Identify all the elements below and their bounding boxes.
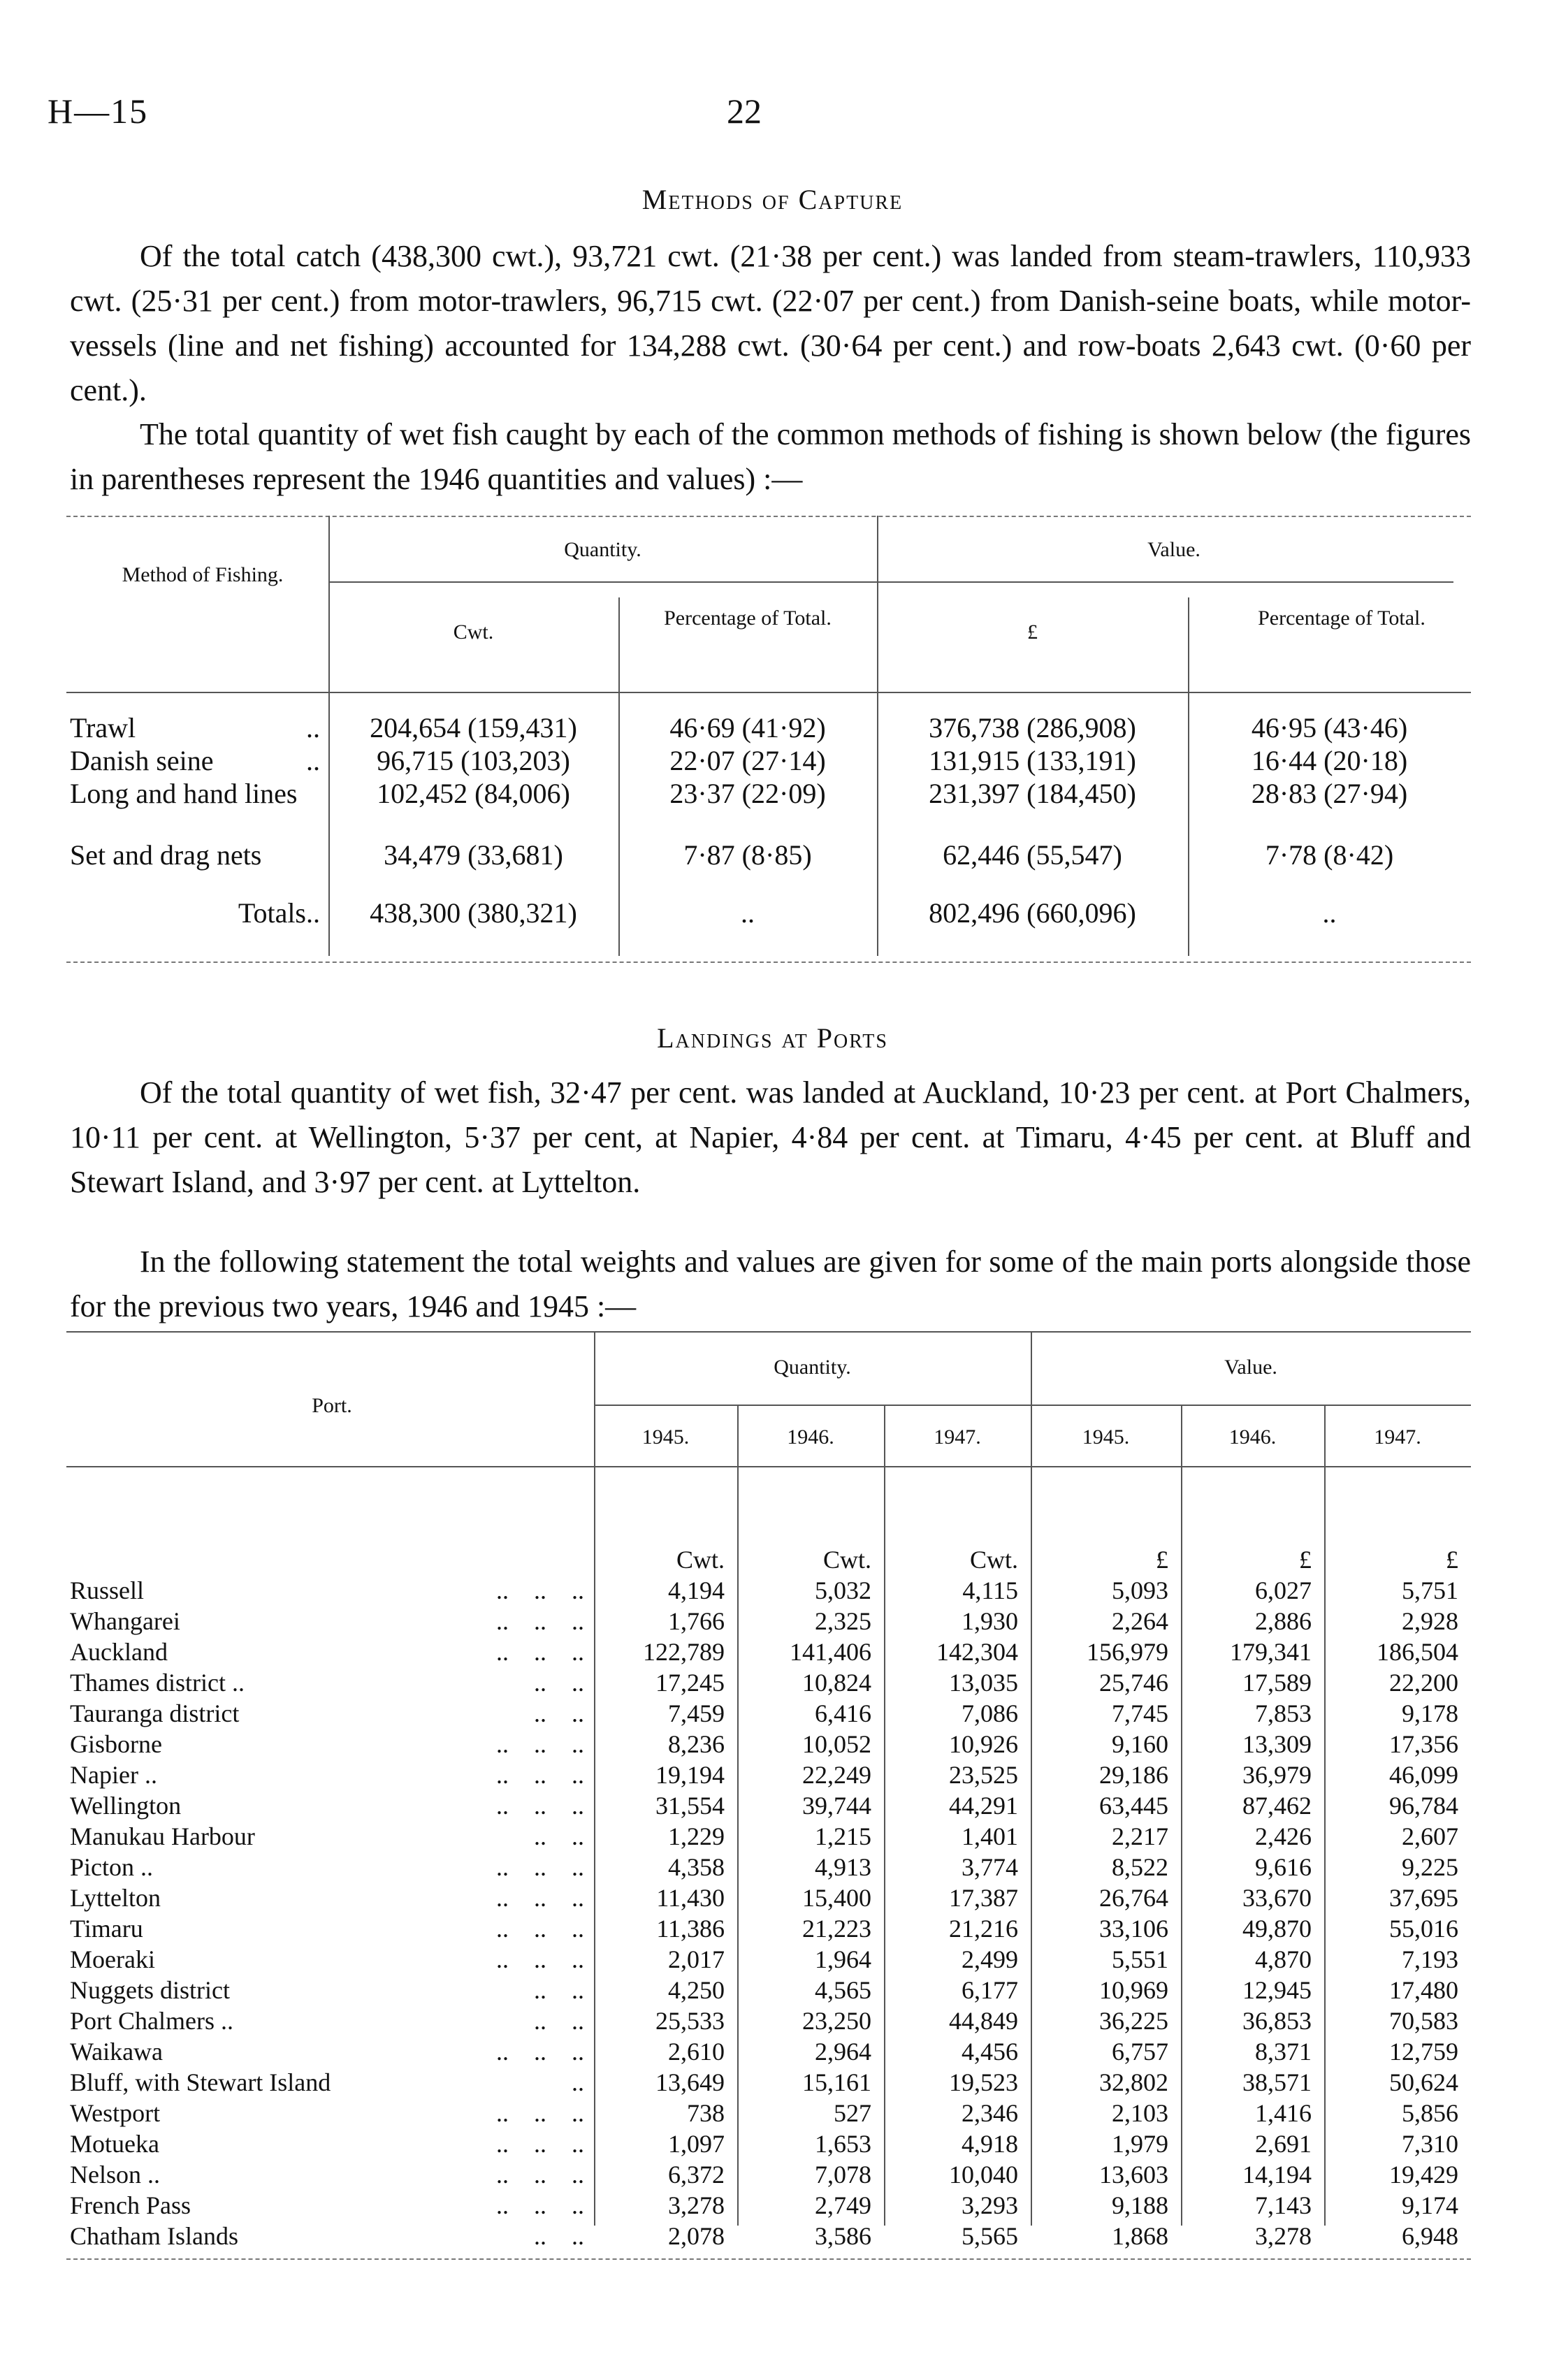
paragraph-statement-intro (70, 1240, 1471, 1329)
value-cell: 376,738 (286,908) (929, 712, 1136, 743)
table-row (70, 1729, 1471, 1759)
table-row (70, 1852, 1471, 1882)
table2-header-value: Value. (1224, 1356, 1277, 1379)
table-row (70, 2036, 1471, 2067)
value-pct-cell: 16·44 (20·18) (1251, 745, 1408, 776)
table-row-units (70, 1544, 1471, 1575)
pct-cell: .. (741, 897, 755, 929)
port-name: Motueka (70, 2130, 159, 2158)
quantity-cell: 4,918 (962, 2130, 1018, 2158)
quantity-cell: 2,346 (962, 2099, 1018, 2127)
cwt-cell: 204,654 (159,431) (370, 712, 577, 743)
value-cell: 2,928 (1402, 1607, 1458, 1635)
quantity-cell: 10,040 (949, 2161, 1018, 2189)
quantity-cell: 13,649 (655, 2068, 725, 2096)
port-name: Chatham Islands (70, 2222, 238, 2250)
table2-bottom-rule (66, 2258, 1471, 2260)
quantity-cell: 7,086 (962, 1699, 1018, 1727)
page-number: 22 (727, 92, 762, 131)
unit-cell: £ (1299, 1546, 1312, 1574)
table1-header-value: Value. (1147, 538, 1201, 561)
table-row (70, 744, 1471, 777)
value-cell: 7,143 (1255, 2191, 1312, 2219)
port-cell (70, 1975, 594, 2005)
method-cell: Set and drag nets (70, 839, 262, 871)
leader-dots: .. .. .. (496, 1792, 584, 1820)
paragraph-text: Of the total catch (438,300 cwt.), 93,721 cwt. (21·38 per cent.) was landed from steam-trawlers, 110,933 cwt. (25·31 per cent.) from motor-trawlers, 96,715 cwt. (22·07 per cent.) from Danish-seine boats, while motor-vessels (line and net fishing) accounted for 134,288 cwt. (30·64 per cent.) and row-boats 2,643 cwt. (0·60 per cent.). (70, 239, 1471, 407)
leader-dots: .. .. .. (496, 2099, 584, 2127)
port-cell (70, 1852, 594, 1882)
table-row (70, 1790, 1471, 1821)
value-cell: 36,853 (1242, 2007, 1312, 2035)
leader-dots: .. .. .. (496, 1730, 584, 1758)
quantity-cell: 2,325 (815, 1607, 871, 1635)
table-row (70, 1667, 1471, 1698)
value-cell: 2,426 (1255, 1822, 1312, 1850)
value-cell: 70,583 (1389, 2007, 1458, 2035)
port-name: Nuggets district (70, 1976, 230, 2004)
value-cell: 2,691 (1255, 2130, 1312, 2158)
quantity-cell: 4,913 (815, 1853, 871, 1881)
value-cell: 25,746 (1099, 1669, 1168, 1697)
table-row (70, 711, 1471, 744)
port-name: Tauranga district (70, 1699, 240, 1727)
port-name: Russell (70, 1576, 145, 1604)
quantity-cell: 142,304 (936, 1638, 1018, 1666)
cwt-cell: 102,452 (84,006) (377, 778, 570, 809)
port-cell (70, 1913, 594, 1944)
table-row (70, 1575, 1471, 1606)
value-cell: 10,969 (1099, 1976, 1168, 2004)
leader-dots: .. .. .. (496, 1607, 584, 1635)
table1-header-rule (66, 692, 1471, 693)
value-cell: 231,397 (184,450) (929, 778, 1136, 809)
quantity-cell: 44,849 (949, 2007, 1018, 2035)
port-cell (70, 2005, 594, 2036)
table1-header-percentage: Percentage of Total. (664, 607, 832, 630)
quantity-cell: 3,586 (815, 2222, 871, 2250)
leader-dots: .. .. (534, 2007, 584, 2035)
method-cell: Danish seine .. (70, 745, 320, 776)
quantity-cell: 4,115 (962, 1576, 1018, 1604)
quantity-cell: 10,052 (802, 1730, 871, 1758)
value-cell: 38,571 (1242, 2068, 1312, 2096)
value-cell: 46,099 (1389, 1761, 1458, 1789)
quantity-cell: 2,017 (668, 1945, 725, 1973)
method-cell: Trawl .. (70, 712, 320, 743)
table2-header-year: 1947. (1374, 1425, 1421, 1449)
value-cell: 186,504 (1377, 1638, 1458, 1666)
value-cell: 6,948 (1402, 2222, 1458, 2250)
table2-header-year: 1946. (787, 1425, 834, 1449)
table2-group-rule (594, 1405, 1471, 1406)
table2-header-port: Port. (312, 1394, 352, 1417)
value-cell: 33,670 (1242, 1884, 1312, 1912)
quantity-cell: 10,926 (949, 1730, 1018, 1758)
value-cell: 7,310 (1402, 2130, 1458, 2158)
table1-header-quantity: Quantity. (564, 538, 641, 561)
units-spacer (70, 1544, 594, 1575)
port-cell (70, 2067, 594, 2098)
value-pct-cell: 7·78 (8·42) (1265, 839, 1394, 871)
value-cell: 33,106 (1099, 1915, 1168, 1943)
table1-header-method: Method of Fishing. (122, 563, 284, 586)
leader-dots: .. .. .. (496, 1853, 584, 1881)
quantity-cell: 5,565 (962, 2222, 1018, 2250)
port-name: Port Chalmers .. (70, 2007, 233, 2035)
unit-cell: Cwt. (676, 1546, 725, 1574)
value-cell: 6,757 (1112, 2038, 1168, 2066)
quantity-cell: 2,610 (668, 2038, 725, 2066)
port-name: Picton .. (70, 1853, 154, 1881)
port-name: Westport (70, 2099, 161, 2127)
port-name: Lyttelton (70, 1884, 161, 1912)
table-row (70, 2067, 1471, 2098)
table-methods-of-fishing (70, 711, 1471, 929)
port-cell (70, 1698, 594, 1729)
unit-cell: Cwt. (822, 1546, 871, 1574)
table-row (70, 2159, 1471, 2190)
cwt-cell: 96,715 (103,203) (377, 745, 570, 776)
port-cell (70, 2128, 594, 2159)
quantity-cell: 1,215 (815, 1822, 871, 1850)
quantity-cell: 3,293 (962, 2191, 1018, 2219)
quantity-cell: 738 (687, 2099, 725, 2127)
leader-dots: .. (572, 2068, 584, 2096)
paragraph-total-catch (70, 234, 1471, 413)
value-cell: 87,462 (1242, 1792, 1312, 1820)
pct-cell: 7·87 (8·85) (683, 839, 812, 871)
table-row (70, 1698, 1471, 1729)
table2-header-rule (66, 1466, 1471, 1467)
port-cell (70, 1637, 594, 1667)
quantity-cell: 141,406 (790, 1638, 871, 1666)
value-cell: 1,868 (1112, 2222, 1168, 2250)
quantity-cell: 7,078 (815, 2161, 871, 2189)
value-pct-cell: .. (1322, 897, 1337, 929)
value-cell: 26,764 (1099, 1884, 1168, 1912)
value-cell: 1,979 (1112, 2130, 1168, 2158)
port-name: Gisborne (70, 1730, 162, 1758)
port-cell (70, 1575, 594, 1606)
cwt-cell: 34,479 (33,681) (384, 839, 563, 871)
quantity-cell: 2,078 (668, 2222, 725, 2250)
leader-dots: .. .. .. (496, 1576, 584, 1604)
quantity-cell: 122,789 (643, 1638, 725, 1666)
table-row (70, 2190, 1471, 2221)
quantity-cell: 11,386 (656, 1915, 725, 1943)
table-row (70, 1759, 1471, 1790)
value-cell: 7,745 (1112, 1699, 1168, 1727)
method-cell: Long and hand lines (70, 778, 298, 809)
leader-dots: .. .. .. (496, 2191, 584, 2219)
quantity-cell: 4,194 (668, 1576, 725, 1604)
leader-dots: .. .. .. (496, 1915, 584, 1943)
value-cell: 2,103 (1112, 2099, 1168, 2127)
table-row (70, 777, 1471, 839)
port-name: Thames district .. (70, 1669, 245, 1697)
leader-dots: .. .. (534, 1669, 584, 1697)
paragraph-quantity-intro (70, 412, 1471, 502)
quantity-cell: 31,554 (655, 1792, 725, 1820)
leader-dots: .. .. .. (496, 1638, 584, 1666)
quantity-cell: 21,223 (802, 1915, 871, 1943)
table1-group-rule (328, 581, 1453, 583)
quantity-cell: 25,533 (655, 2007, 725, 2035)
quantity-cell: 1,401 (962, 1822, 1018, 1850)
quantity-cell: 4,565 (815, 1976, 871, 2004)
port-cell (70, 2098, 594, 2128)
value-cell: 22,200 (1389, 1669, 1458, 1697)
value-cell: 156,979 (1087, 1638, 1168, 1666)
port-name: French Pass (70, 2191, 191, 2219)
port-cell (70, 1882, 594, 1913)
port-cell (70, 2036, 594, 2067)
port-cell (70, 1821, 594, 1852)
quantity-cell: 3,774 (962, 1853, 1018, 1881)
value-cell: 17,480 (1389, 1976, 1458, 2004)
value-cell: 17,589 (1242, 1669, 1312, 1697)
leader-dots: .. .. .. (496, 1945, 584, 1973)
value-pct-cell: 28·83 (27·94) (1251, 778, 1408, 809)
table-row (70, 1882, 1471, 1913)
quantity-cell: 23,525 (949, 1761, 1018, 1789)
port-cell (70, 2221, 594, 2251)
table-row (70, 1821, 1471, 1852)
table2-body (70, 1544, 1471, 2251)
value-cell: 29,186 (1099, 1761, 1168, 1789)
unit-cell: Cwt. (969, 1546, 1018, 1574)
quantity-cell: 10,824 (802, 1669, 871, 1697)
port-cell (70, 1729, 594, 1759)
value-cell: 9,616 (1255, 1853, 1312, 1881)
value-cell: 2,264 (1112, 1607, 1168, 1635)
pct-cell: 46·69 (41·92) (669, 712, 826, 743)
quantity-cell: 1,097 (668, 2130, 725, 2158)
table-row (70, 839, 1471, 871)
leader-dots: .. .. (534, 2222, 584, 2250)
table2-top-rule (66, 1331, 1471, 1333)
table-row (70, 1606, 1471, 1637)
port-cell (70, 1790, 594, 1821)
quantity-cell: 1,653 (815, 2130, 871, 2158)
quantity-cell: 2,964 (815, 2038, 871, 2066)
quantity-cell: 15,161 (802, 2068, 871, 2096)
value-cell: 13,309 (1242, 1730, 1312, 1758)
value-cell: 3,278 (1255, 2222, 1312, 2250)
pct-cell: 22·07 (27·14) (669, 745, 826, 776)
value-cell: 8,371 (1255, 2038, 1312, 2066)
totals-label: Totals.. (238, 897, 320, 929)
value-pct-cell: 46·95 (43·46) (1251, 712, 1408, 743)
value-cell: 49,870 (1242, 1915, 1312, 1943)
value-cell: 4,870 (1255, 1945, 1312, 1973)
value-cell: 32,802 (1099, 2068, 1168, 2096)
paragraph-text: In the following statement the total weights and values are given for some of the main ports alongside those for the previous two years, 1946 and 1945 :— (70, 1245, 1471, 1323)
quantity-cell: 17,245 (655, 1669, 725, 1697)
port-name: Whangarei (70, 1607, 180, 1635)
leader-dots: .. .. (534, 1976, 584, 2004)
table-row (70, 2128, 1471, 2159)
table2-header-quantity: Quantity. (774, 1356, 851, 1379)
leader-dots: .. .. (534, 1822, 584, 1850)
port-name: Nelson .. (70, 2161, 160, 2189)
cwt-cell: 438,300 (380,321) (370, 897, 577, 929)
table2-header-year: 1945. (1082, 1425, 1130, 1449)
quantity-cell: 2,499 (962, 1945, 1018, 1973)
value-cell: 36,979 (1242, 1761, 1312, 1789)
port-name: Manukau Harbour (70, 1822, 255, 1850)
quantity-cell: 2,749 (815, 2191, 871, 2219)
section-heading-landings-at-ports: Landings at Ports (657, 1022, 888, 1054)
value-cell: 14,194 (1242, 2161, 1312, 2189)
pct-cell: 23·37 (22·09) (669, 778, 826, 809)
quantity-cell: 11,430 (656, 1884, 725, 1912)
quantity-cell: 527 (834, 2099, 871, 2127)
table1-header-value-percentage: Percentage of Total. (1258, 607, 1426, 630)
port-cell (70, 1667, 594, 1698)
quantity-cell: 19,194 (655, 1761, 725, 1789)
value-cell: 63,445 (1099, 1792, 1168, 1820)
value-cell: 9,174 (1402, 2191, 1458, 2219)
port-cell (70, 1759, 594, 1790)
quantity-cell: 15,400 (802, 1884, 871, 1912)
table-row (70, 1975, 1471, 2005)
value-cell: 9,160 (1112, 1730, 1168, 1758)
leader-dots: .. .. .. (496, 2161, 584, 2189)
quantity-cell: 6,372 (668, 2161, 725, 2189)
value-cell: 50,624 (1389, 2068, 1458, 2096)
quantity-cell: 22,249 (802, 1761, 871, 1789)
value-cell: 5,751 (1402, 1576, 1458, 1604)
port-cell (70, 1606, 594, 1637)
value-cell: 2,217 (1112, 1822, 1168, 1850)
unit-cell: £ (1156, 1546, 1168, 1574)
value-cell: 5,856 (1402, 2099, 1458, 2127)
value-cell: 9,225 (1402, 1853, 1458, 1881)
table2-header-year: 1945. (641, 1425, 690, 1449)
table2-header-year: 1947. (934, 1425, 981, 1449)
port-cell (70, 2159, 594, 2190)
value-cell: 6,027 (1255, 1576, 1312, 1604)
quantity-cell: 4,456 (962, 2038, 1018, 2066)
quantity-cell: 19,523 (949, 2068, 1018, 2096)
leader-dots: .. .. .. (496, 2130, 584, 2158)
value-cell: 9,188 (1112, 2191, 1168, 2219)
leader-dots: .. .. .. (496, 1761, 584, 1789)
value-cell: 19,429 (1389, 2161, 1458, 2189)
value-cell: 62,446 (55,547) (943, 839, 1122, 871)
value-cell: 12,759 (1389, 2038, 1458, 2066)
value-cell: 2,886 (1255, 1607, 1312, 1635)
paragraph-text: The total quantity of wet fish caught by each of the common methods of fishing is shown below (the figures in parentheses represent the 1946 quantities and values) :— (70, 417, 1471, 496)
value-cell: 12,945 (1242, 1976, 1312, 2004)
value-cell: 131,915 (133,191) (929, 745, 1136, 776)
quantity-cell: 1,766 (668, 1607, 725, 1635)
quantity-cell: 1,964 (815, 1945, 871, 1973)
quantity-cell: 44,291 (949, 1792, 1018, 1820)
table-row-totals (70, 871, 1471, 929)
table-row (70, 1637, 1471, 1667)
value-cell: 8,522 (1112, 1853, 1168, 1881)
quantity-cell: 21,216 (949, 1915, 1018, 1943)
table-row (70, 1944, 1471, 1975)
value-cell: 7,193 (1402, 1945, 1458, 1973)
table-row (70, 1913, 1471, 1944)
value-cell: 7,853 (1255, 1699, 1312, 1727)
value-cell: 17,356 (1389, 1730, 1458, 1758)
quantity-cell: 5,032 (815, 1576, 871, 1604)
quantity-cell: 7,459 (668, 1699, 725, 1727)
paragraph-text: Of the total quantity of wet fish, 32·47 per cent. was landed at Auckland, 10·23 per cent. at Port Chalmers, 10·11 per cent. at Wellington, 5·37 per cent, at Napier, 4·84 per cent. at Timaru, 4·45 per cent. at Bluff and Stewart Island, and 3·97 per cent. at Lyttelton. (70, 1075, 1471, 1199)
port-name: Wellington (70, 1792, 182, 1820)
leader-dots: .. .. .. (496, 1884, 584, 1912)
value-cell: 2,607 (1402, 1822, 1458, 1850)
quantity-cell: 6,177 (962, 1976, 1018, 2004)
quantity-cell: 13,035 (949, 1669, 1018, 1697)
quantity-cell: 17,387 (949, 1884, 1018, 1912)
quantity-cell: 39,744 (802, 1792, 871, 1820)
quantity-cell: 3,278 (668, 2191, 725, 2219)
section-heading-methods-of-capture: Methods of Capture (641, 184, 904, 215)
value-cell: 37,695 (1389, 1884, 1458, 1912)
value-cell: 5,093 (1112, 1576, 1168, 1604)
paragraph-landings (70, 1071, 1471, 1205)
port-cell (70, 1944, 594, 1975)
value-cell: 1,416 (1255, 2099, 1312, 2127)
value-cell: 13,603 (1099, 2161, 1168, 2189)
table1-top-rule (66, 516, 1471, 517)
quantity-cell: 4,250 (668, 1976, 725, 2004)
quantity-cell: 1,930 (962, 1607, 1018, 1635)
table-row (70, 2005, 1471, 2036)
document-code: H—15 (48, 92, 149, 131)
quantity-cell: 6,416 (815, 1699, 871, 1727)
port-name: Timaru (70, 1915, 143, 1943)
port-name: Bluff, with Stewart Island (70, 2068, 331, 2096)
port-name: Waikawa (70, 2038, 164, 2066)
quantity-cell: 8,236 (668, 1730, 725, 1758)
value-cell: 179,341 (1230, 1638, 1312, 1666)
table1-bottom-rule (66, 962, 1471, 963)
value-cell: 9,178 (1402, 1699, 1458, 1727)
table-landings-by-port (70, 1544, 1471, 2251)
table2-header-year: 1946. (1228, 1425, 1277, 1449)
port-name: Auckland (70, 1638, 168, 1666)
value-cell: 55,016 (1389, 1915, 1458, 1943)
value-cell: 36,225 (1099, 2007, 1168, 2035)
quantity-cell: 23,250 (802, 2007, 871, 2035)
leader-dots: .. .. .. (496, 2038, 584, 2066)
table1-header-cwt: Cwt. (453, 621, 494, 644)
table1-header-pound: £ (1027, 621, 1038, 644)
leader-dots: .. .. (534, 1699, 584, 1727)
port-name: Napier .. (70, 1761, 157, 1789)
table-row (70, 2098, 1471, 2128)
value-cell: 802,496 (660,096) (929, 897, 1136, 929)
unit-cell: £ (1446, 1546, 1458, 1574)
value-cell: 96,784 (1389, 1792, 1458, 1820)
value-cell: 5,551 (1112, 1945, 1168, 1973)
port-name: Moeraki (70, 1945, 155, 1973)
table-row (70, 2221, 1471, 2251)
quantity-cell: 1,229 (668, 1822, 725, 1850)
port-cell (70, 2190, 594, 2221)
quantity-cell: 4,358 (668, 1853, 725, 1881)
